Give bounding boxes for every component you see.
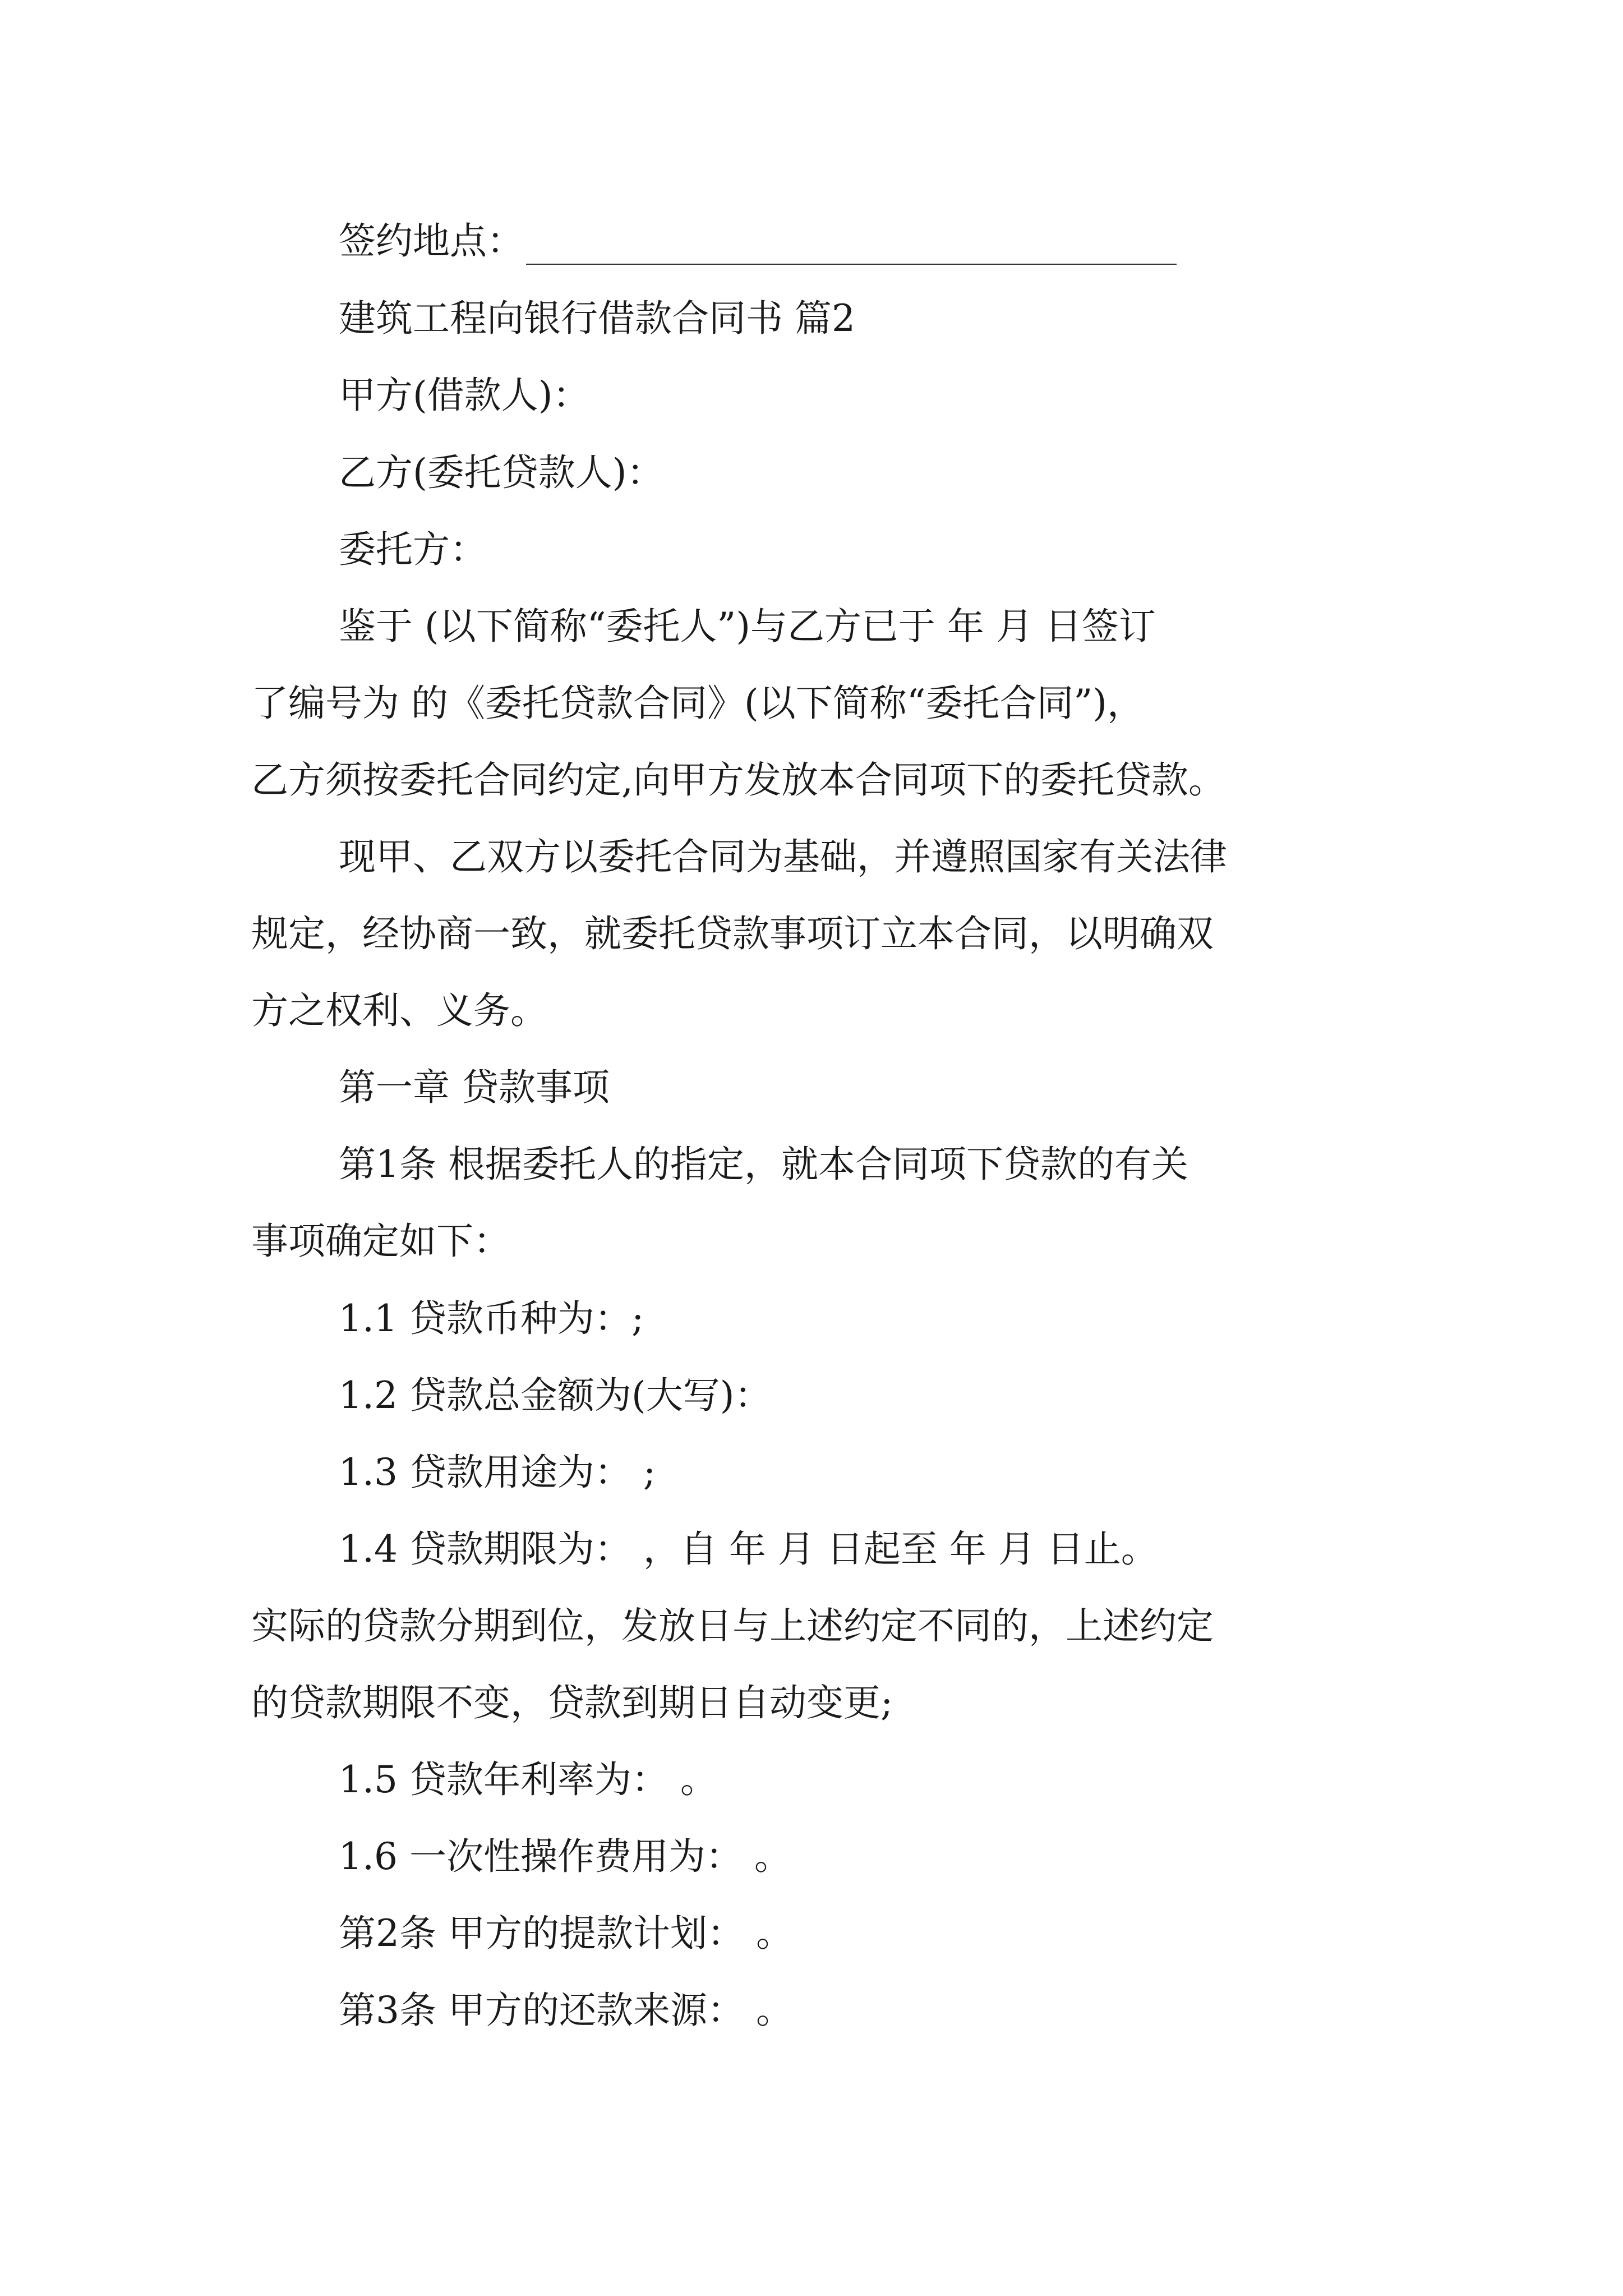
party-b: 乙方(委托贷款人)： xyxy=(339,451,664,494)
paragraph-1-line-2: 了编号为 的《委托贷款合同》(以下简称“委托合同”)， xyxy=(251,682,1144,725)
signing-place-label: 签约地点： xyxy=(339,219,524,263)
chapter-heading: 第一章 贷款事项 xyxy=(339,1066,610,1109)
article-1-line-2: 事项确定如下： xyxy=(251,1220,510,1263)
paragraph-1-line-3: 乙方须按委托合同约定,向甲方发放本合同项下的委托贷款。 xyxy=(251,758,1225,802)
item-1-1: 1.1 贷款币种为：; xyxy=(339,1297,644,1340)
article-3: 第3条 甲方的还款来源： 。 xyxy=(339,1989,793,2032)
party-a: 甲方(借款人)： xyxy=(339,374,590,417)
article-2: 第2条 甲方的提款计划： 。 xyxy=(339,1912,793,1955)
item-1-4-line-1: 1.4 贷款期限为： ，自 年 月 日起至 年 月 日止。 xyxy=(339,1527,1158,1571)
principal: 委托方： xyxy=(339,528,487,571)
item-1-4-line-3: 的贷款期限不变，贷款到期日自动变更; xyxy=(251,1681,893,1724)
signing-place-blank xyxy=(526,219,1177,265)
item-1-5: 1.5 贷款年利率为： 。 xyxy=(339,1758,717,1801)
item-1-3: 1.3 贷款用途为： ; xyxy=(339,1451,656,1494)
item-1-4-line-2: 实际的贷款分期到位，发放日与上述约定不同的，上述约定 xyxy=(251,1604,1214,1648)
article-1-line-1: 第1条 根据委托人的指定，就本合同项下贷款的有关 xyxy=(339,1143,1188,1186)
item-1-2: 1.2 贷款总金额为(大写)： xyxy=(339,1374,772,1417)
paragraph-2-line-1: 现甲、乙双方以委托合同为基础，并遵照国家有关法律 xyxy=(339,835,1227,878)
signing-place-line xyxy=(339,219,1384,265)
paragraph-1-line-1: 鉴于 (以下简称“委托人”)与乙方已于 年 月 日签订 xyxy=(339,605,1156,648)
paragraph-2-line-3: 方之权利、义务。 xyxy=(251,989,547,1032)
item-1-6: 1.6 一次性操作费用为： 。 xyxy=(339,1835,791,1878)
section-title: 建筑工程向银行借款合同书 篇2 xyxy=(339,297,855,340)
paragraph-2-line-2: 规定，经协商一致，就委托贷款事项订立本合同，以明确双 xyxy=(251,912,1214,955)
